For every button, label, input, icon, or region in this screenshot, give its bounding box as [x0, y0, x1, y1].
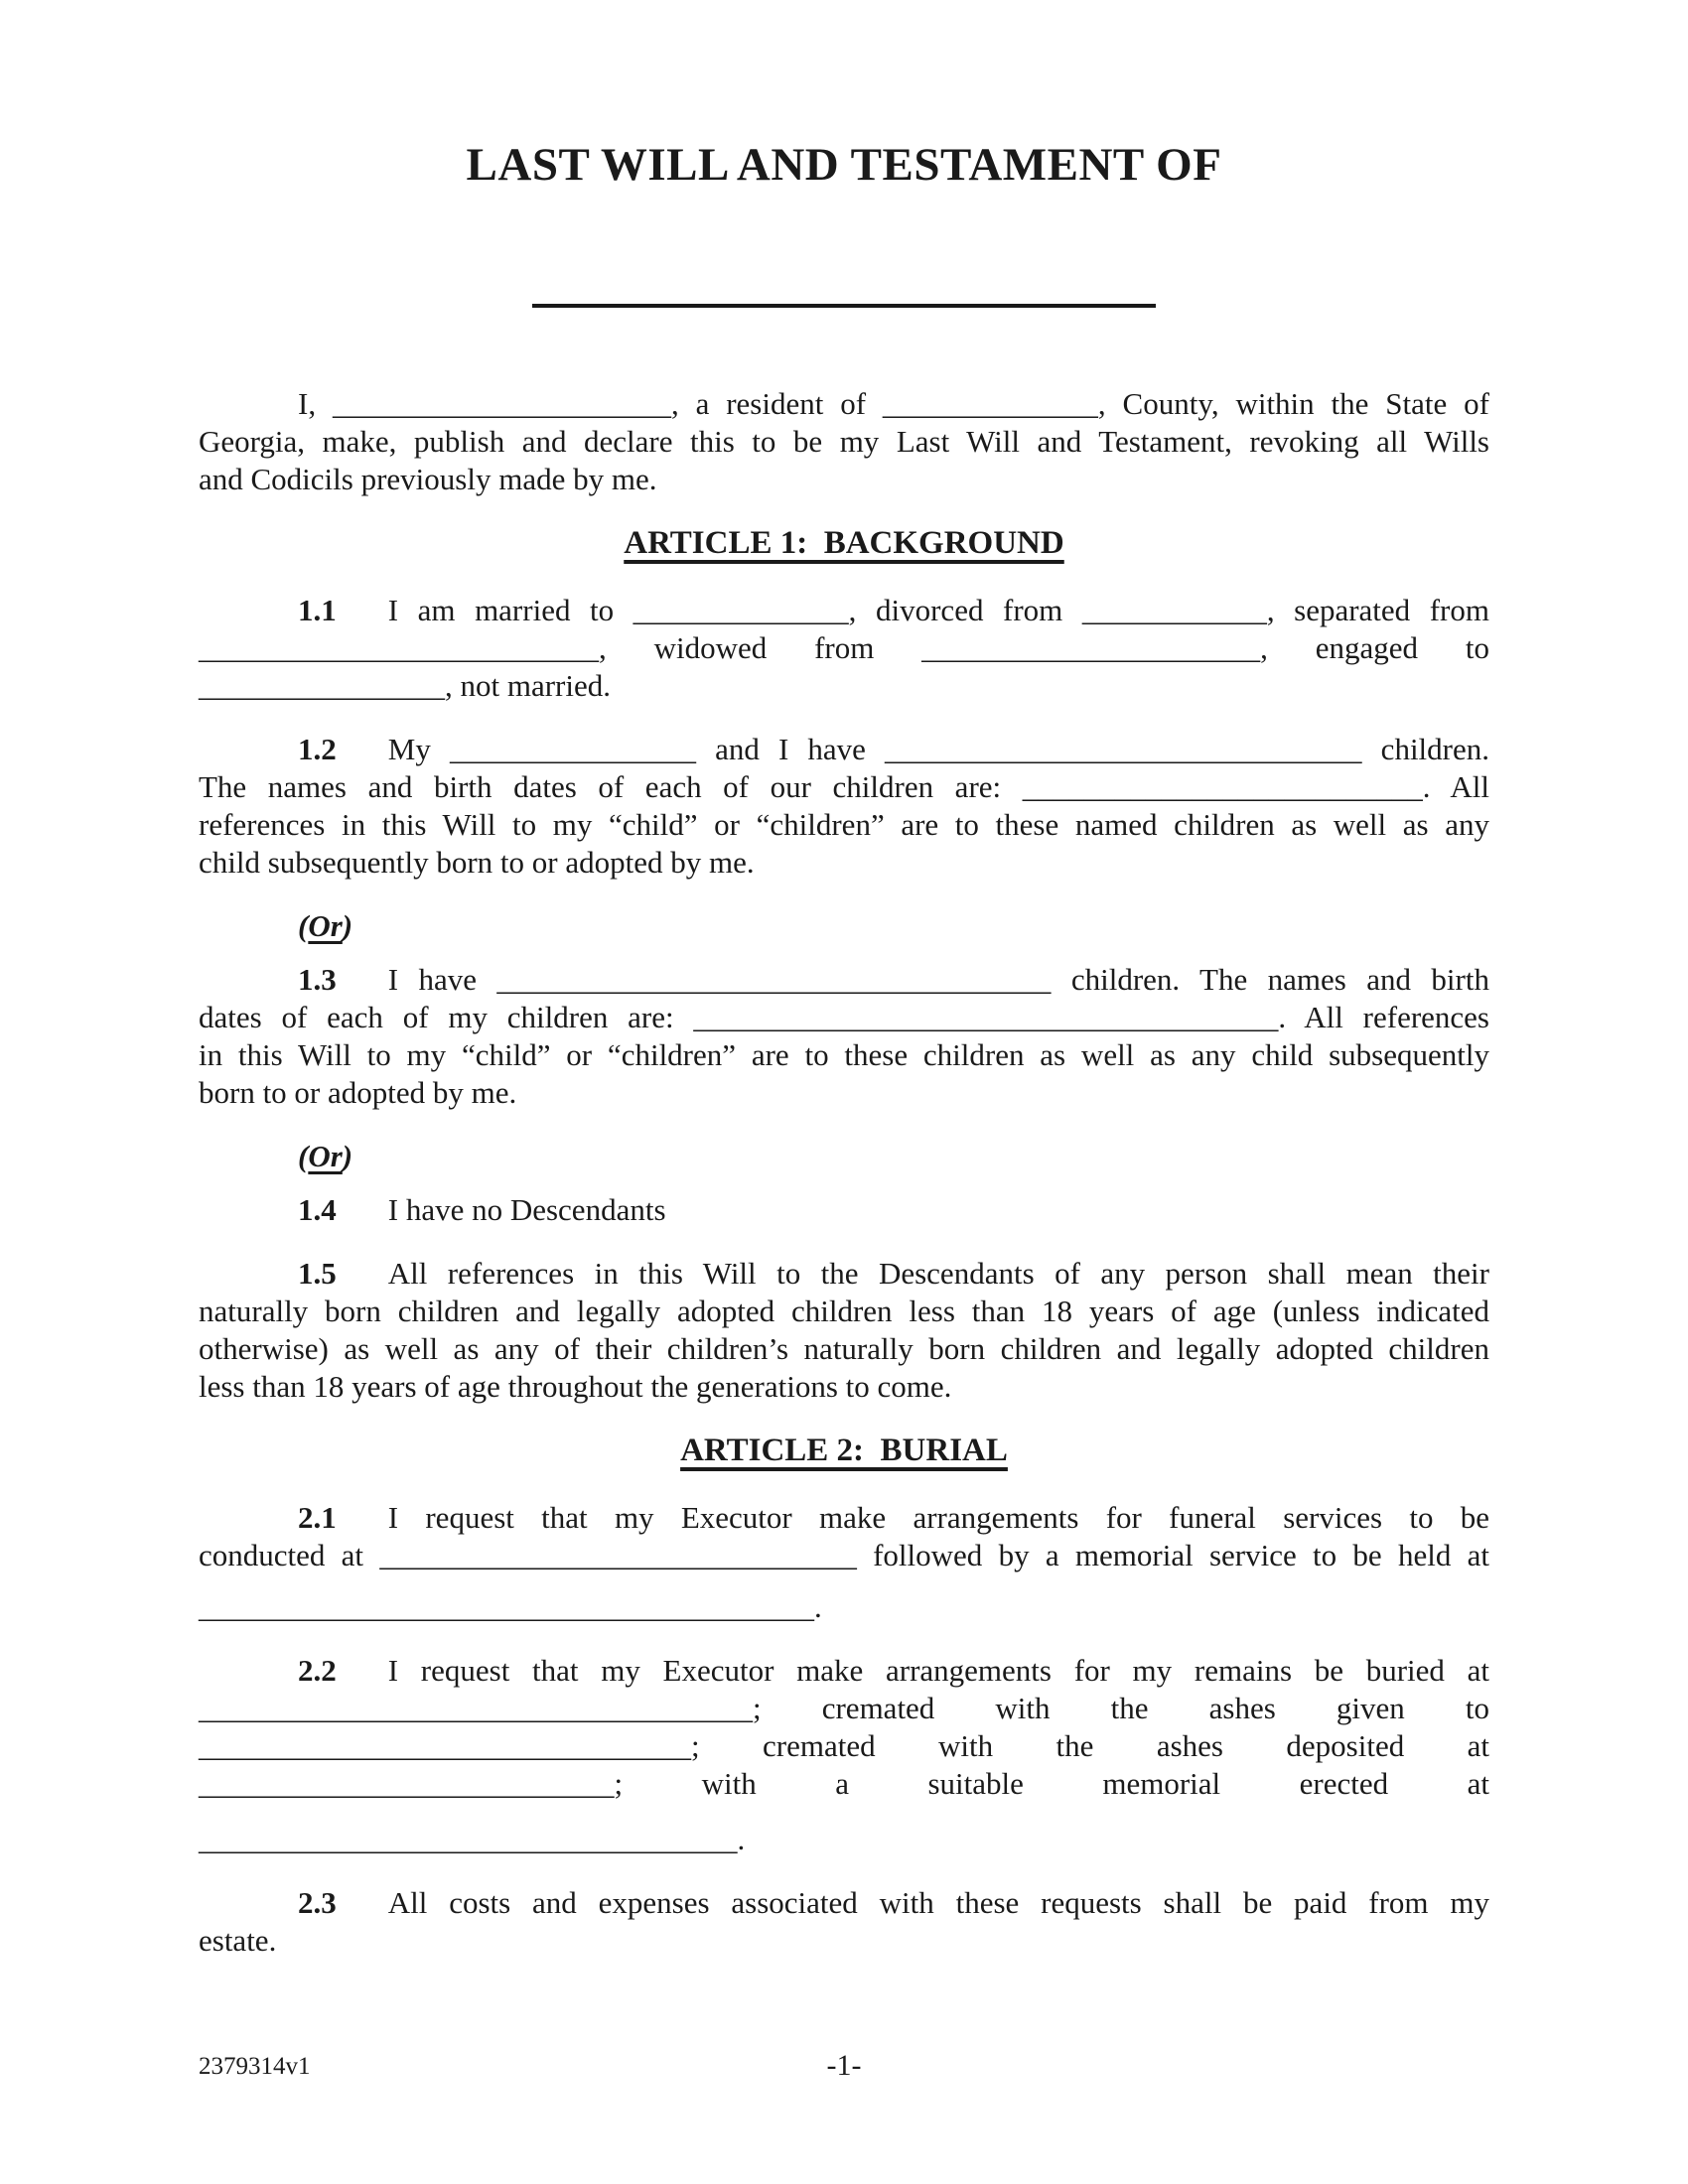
line-text: I request that my Executor make arrangements for funeral services to be	[387, 1500, 1489, 1535]
section-number: 1.5	[298, 1256, 337, 1291]
text-line: child subsequently born to or adopted by me.	[199, 845, 755, 880]
section-number: 2.1	[298, 1500, 337, 1535]
text-line: conducted at _______________________________ followed by a memorial service to be held at	[199, 1538, 1489, 1572]
text-line	[199, 961, 1489, 999]
text-line: Georgia, make, publish and declare this to be my Last Will and Testament, revoking all Wills	[199, 424, 1489, 459]
text-line	[199, 1191, 1489, 1229]
text-line	[199, 1884, 1489, 1922]
line-text: I am married to ______________, divorced from ____________, separated from	[387, 593, 1489, 627]
testator-name-blank-line	[532, 304, 1156, 308]
or-close-paren: )	[342, 908, 353, 943]
text-line: ____________________________________; cremated with the ashes given to	[199, 1691, 1489, 1725]
or-option-label	[199, 1138, 1489, 1175]
text-line: references in this Will to my “child” or “children” are to these named children as well as any	[199, 807, 1489, 842]
section-1-3	[199, 961, 1489, 1112]
text-line: less than 18 years of age throughout the generations to come.	[199, 1369, 952, 1404]
text-line	[199, 1499, 1489, 1537]
intro-paragraph	[199, 385, 1489, 498]
article-2-heading-text: ARTICLE 2: BURIAL	[680, 1433, 1008, 1468]
text-line: ________________, not married.	[199, 668, 612, 703]
text-line: dates of each of my children are: ______________________________________. All references	[199, 1000, 1489, 1034]
text-line: ___________________________; with a suitable memorial erected at	[199, 1766, 1489, 1801]
text-line	[199, 1255, 1489, 1293]
article-1-heading	[199, 524, 1489, 562]
text-line: I, ______________________, a resident of ______________, County, within the State of	[298, 386, 1489, 421]
article-1-heading-text: ARTICLE 1: BACKGROUND	[624, 525, 1064, 561]
section-1-1	[199, 592, 1489, 705]
section-number: 2.2	[298, 1653, 337, 1688]
text-line: The names and birth dates of each of our children are: __________________________. All	[199, 769, 1489, 804]
document-title: LAST WILL AND TESTAMENT OF	[466, 139, 1222, 191]
text-line: born to or adopted by me.	[199, 1075, 517, 1110]
text-line	[199, 731, 1489, 768]
document-content	[199, 0, 1489, 1985]
or-option-label	[199, 907, 1489, 945]
document-body	[199, 385, 1489, 1960]
text-line: and Codicils previously made by me.	[199, 462, 657, 496]
section-2-3	[199, 1884, 1489, 1960]
or-open-paren: (	[298, 1139, 309, 1173]
line-text: I have no Descendants	[387, 1192, 666, 1227]
or-close-paren: )	[342, 1139, 353, 1173]
or-word: Or	[308, 1139, 343, 1173]
section-1-2	[199, 731, 1489, 882]
line-text: All references in this Will to the Descendants of any person shall mean their	[387, 1256, 1489, 1291]
line-text: My ________________ and I have _______________________________ children.	[387, 732, 1489, 766]
line-text: I have ____________________________________ children. The names and birth	[387, 962, 1489, 997]
section-number: 1.1	[298, 593, 337, 627]
text-line	[199, 1652, 1489, 1690]
text-line: in this Will to my “child” or “children” are to these children as well as any child subsequently	[199, 1037, 1489, 1072]
section-number: 2.3	[298, 1885, 337, 1920]
page-number: -1-	[826, 2049, 862, 2082]
section-1-5	[199, 1255, 1489, 1406]
text-line: otherwise) as well as any of their children’s naturally born children and legally adopted children	[199, 1331, 1489, 1366]
text-line: naturally born children and legally adopted children less than 18 years of age (unless indicated	[199, 1294, 1489, 1328]
text-line	[199, 592, 1489, 629]
line-text: All costs and expenses associated with these requests shall be paid from my	[387, 1885, 1489, 1920]
page-footer	[0, 2043, 1688, 2087]
section-number: 1.3	[298, 962, 337, 997]
text-line: __________________________, widowed from ______________________, engaged to	[199, 630, 1489, 665]
blank-fill-line: ________________________________________.	[199, 1589, 822, 1624]
text-line: estate.	[199, 1923, 277, 1958]
line-text: I request that my Executor make arrangements for my remains be buried at	[387, 1653, 1489, 1688]
section-2-2	[199, 1652, 1489, 1858]
section-1-4	[199, 1191, 1489, 1229]
or-open-paren: (	[298, 908, 309, 943]
section-number: 1.2	[298, 732, 337, 766]
article-2-heading	[199, 1432, 1489, 1469]
document-id: 2379314v1	[199, 2053, 311, 2080]
section-number: 1.4	[298, 1192, 337, 1227]
or-word: Or	[308, 908, 343, 943]
section-2-1	[199, 1499, 1489, 1626]
blank-fill-line: ___________________________________.	[199, 1822, 746, 1856]
text-line: ________________________________; cremated with the ashes deposited at	[199, 1728, 1489, 1763]
